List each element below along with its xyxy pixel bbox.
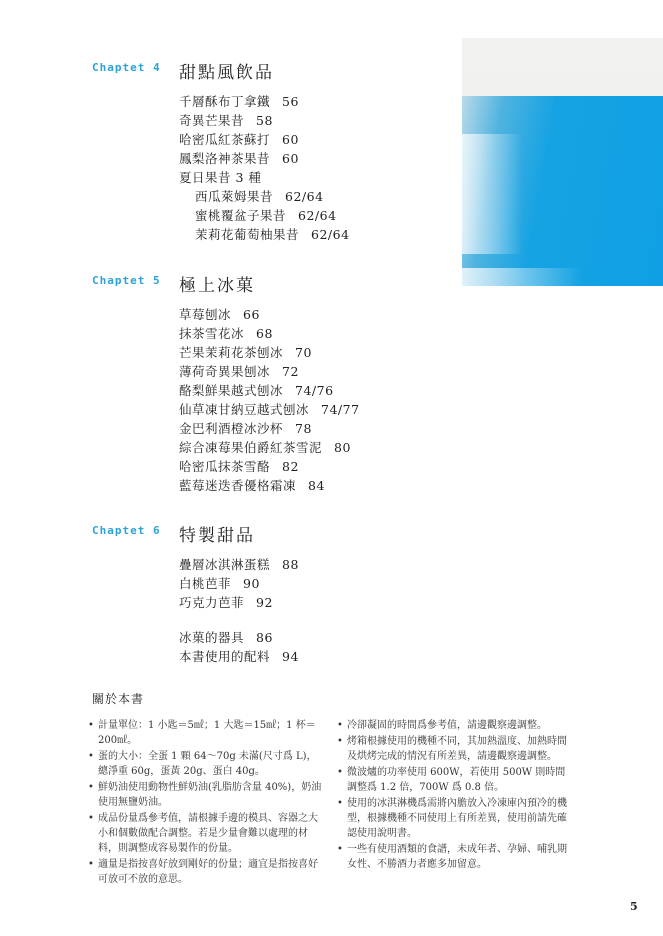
toc-item[interactable]: 金巴利酒橙冰沙杯 78 <box>179 421 312 436</box>
toc-item[interactable]: 白桃芭菲 90 <box>179 576 260 591</box>
note-item: • 烤箱根據使用的機種不同，其加熱溫度、加熱時間及烘烤完成的情況有所差異，請邊觀察邊調整。 <box>337 734 569 764</box>
page-number: 5 <box>630 900 638 913</box>
toc-item[interactable]: 疊層冰淇淋蛋糕 88 <box>179 557 299 572</box>
note-item: • 計量單位：1 小匙＝5㎖；1 大匙＝15㎖；1 杯＝200㎖。 <box>88 718 324 748</box>
toc-item[interactable]: 哈密瓜紅茶蘇打 60 <box>179 132 299 147</box>
note-item: • 一些有使用酒類的食譜，未成年者、孕婦、哺乳期女性、不勝酒力者應多加留意。 <box>337 842 569 872</box>
toc-item[interactable]: 本書使用的配料 94 <box>179 649 299 664</box>
note-item: • 使用的冰淇淋機爲需將內膽放入冷凍庫內預冷的機型，根據機種不同使用上有所差異，使用前請先確認使用說明書。 <box>337 796 569 841</box>
toc-item[interactable]: 薄荷奇異果刨冰 72 <box>179 364 299 379</box>
toc-item[interactable]: 奇異芒果昔 58 <box>179 113 273 128</box>
toc-subitem[interactable]: 茉莉花葡萄柚果昔 62/64 <box>195 227 350 242</box>
note-item: • 蛋的大小：全蛋 1 顆 64～70g 未滿(尺寸爲 L)，總淨重 60g，蛋黃 20g、蛋白 40g。 <box>88 749 324 779</box>
toc-item[interactable]: 藍莓迷迭香優格霜凍 84 <box>179 478 325 493</box>
toc-item[interactable]: 草莓刨冰 66 <box>179 307 260 322</box>
toc-item[interactable]: 仙草凍甘納豆越式刨冰 74/77 <box>179 402 360 417</box>
note-item: • 微波爐的功率使用 600W，若使用 500W 則時間調整爲 1.2 倍，700W 爲 0.8 倍。 <box>337 765 569 795</box>
toc-item[interactable]: 抹茶雪花冰 68 <box>179 326 273 341</box>
chapter-label: Chaptet 4 <box>92 61 161 74</box>
toc-item[interactable]: 巧克力芭菲 92 <box>179 595 273 610</box>
chapter-title: 特製甜品 <box>179 526 255 546</box>
note-item: • 鮮奶油使用動物性鮮奶油(乳脂肪含量 40%)，奶油使用無鹽奶油。 <box>88 780 324 810</box>
about-title: 關於本書 <box>92 692 145 706</box>
toc-item[interactable]: 鳳梨洛神茶果昔 60 <box>179 151 299 166</box>
toc-subitem[interactable]: 蜜桃覆盆子果昔 62/64 <box>195 208 337 223</box>
chapter-items <box>179 555 299 666</box>
chapter-title: 甜點風飲品 <box>179 63 274 83</box>
chapter-title: 極上冰菓 <box>179 276 255 296</box>
note-item: • 成品份量爲參考值，請根據手邊的模具、容器之大小和個數做配合調整。若是少量會難以處理的材料，則調整成容易製作的份量。 <box>88 811 324 856</box>
notes-left <box>88 718 324 888</box>
toc-item[interactable]: 芒果茉莉花茶刨冰 70 <box>179 345 312 360</box>
blue-paint-photo <box>462 38 663 286</box>
notes-right <box>337 718 569 873</box>
toc-subitem[interactable]: 西瓜萊姆果昔 62/64 <box>195 189 324 204</box>
note-item: • 冷卻凝固的時間爲參考值，請邊觀察邊調整。 <box>337 718 569 733</box>
chapter-items <box>179 305 360 495</box>
toc-item[interactable]: 冰菓的器具 86 <box>179 630 273 645</box>
toc-item[interactable]: 綜合凍莓果伯爵紅茶雪泥 80 <box>179 440 351 455</box>
toc-item: 夏日果昔 3 種 <box>179 170 262 185</box>
toc-item[interactable]: 哈密瓜抹茶雪酪 82 <box>179 459 299 474</box>
chapter-label: Chaptet 5 <box>92 274 161 287</box>
brush-streak <box>462 268 582 286</box>
brush-streak <box>462 134 522 254</box>
spacer <box>179 612 299 628</box>
chapter-items <box>179 92 350 244</box>
note-item: • 適量是指按喜好放到剛好的份量；適宜是指按喜好可放可不放的意思。 <box>88 857 324 887</box>
toc-item[interactable]: 千層酥布丁拿鐵 56 <box>179 94 299 109</box>
toc-item[interactable]: 酪梨鮮果越式刨冰 74/76 <box>179 383 334 398</box>
chapter-label: Chaptet 6 <box>92 524 161 537</box>
